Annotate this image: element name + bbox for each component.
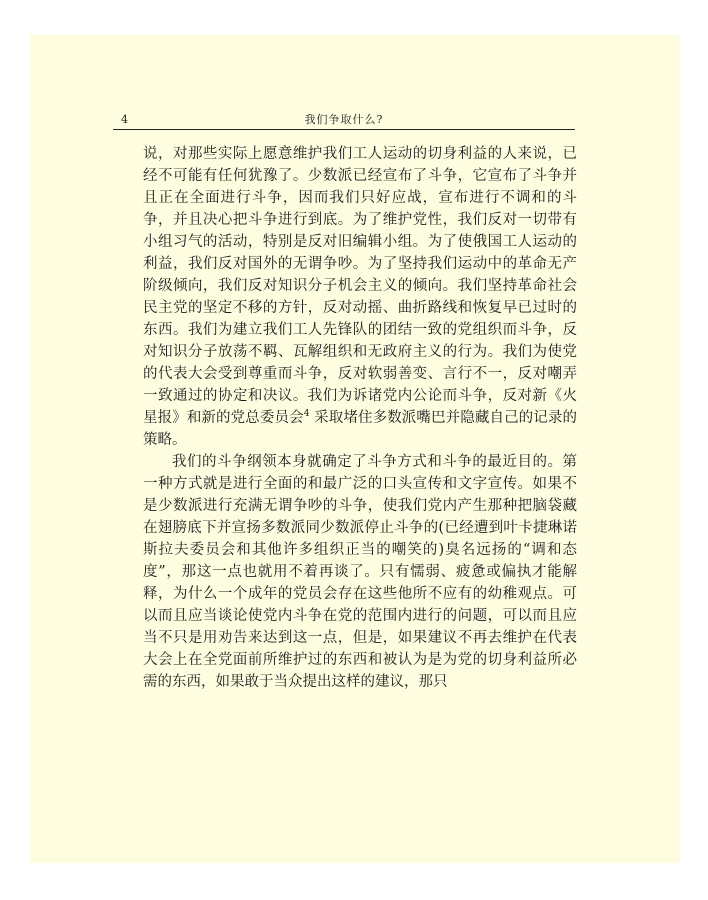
paragraph-text: 采取堵住多数派嘴巴并隐藏自己的记录的策略。	[143, 410, 578, 448]
running-title: 我们争取什么?	[304, 113, 384, 126]
paragraph: 我们的斗争纲领本身就确定了斗争方式和斗争的最近目的。第一种方式就是进行全面的和最广泛的口头宣传和文字宣传。如果不是少数派进行充满无谓争吵的斗争，使我们党内产生那种把脑袋藏在翅膀底下并宣扬多数派同少数派停止斗争的(已经遭到叶卡捷琳诺斯拉夫委员会和其他许多组织正当的嘲笑的)臭名远扬的“调和态度”，那这一点也就用不着再谈了。只有懦弱、疲惫或偏执才能解释，为什么一个成年的党员会存在这些他所不应有的幼稚观点。可以而且应当谈论使党内斗争在党的范围内进行的问题，可以而且应当不只是用劝告来达到这一点，但是，如果建议不再去维护在代表大会上在全党面前所维护过的东西和被认为是为党的切身利益所必需的东西，如果敢于当众提出这样的建议，那只	[143, 454, 577, 690]
paragraph-text: 说，对那些实际上愿意维护我们工人运动的切身利益的人来说，已经不可能有任何犹豫了。少数派已经宣布了斗争，它宣布了斗争并且正在全面进行斗争，因而我们只好应战，宣布进行不调和的斗争，并且决心把斗争进行到底。为了维护党性，我们反对一切带有小组习气的活动，特别是反对旧编辑小组。为了使俄国工人运动的利益，我们反对国外的无谓争吵。为了坚持我们运动中的革命无产阶级倾向，我们反对知识分子机会主义的倾向。我们坚持革命社会民主党的坚定不移的方针，反对动摇、曲折路线和恢复早已过时的东西。我们为建立我们工人先锋队的团结一致的党组织而斗争，反对知识分子放荡不羁、瓦解组织和无政府主义的行为。我们为使党的代表大会受到尊重而斗争，反对软弱善变、言行不一，反对嘲弄一致通过的协定和决议。我们为诉诸党内公论而斗争，反对新《火星报》和新的党总委员会	[143, 146, 577, 426]
footnote-marker: 4	[303, 409, 310, 420]
body-text	[143, 143, 577, 693]
page-number: 4	[121, 113, 128, 126]
paragraph-continued	[143, 143, 577, 451]
page-header	[113, 113, 575, 130]
